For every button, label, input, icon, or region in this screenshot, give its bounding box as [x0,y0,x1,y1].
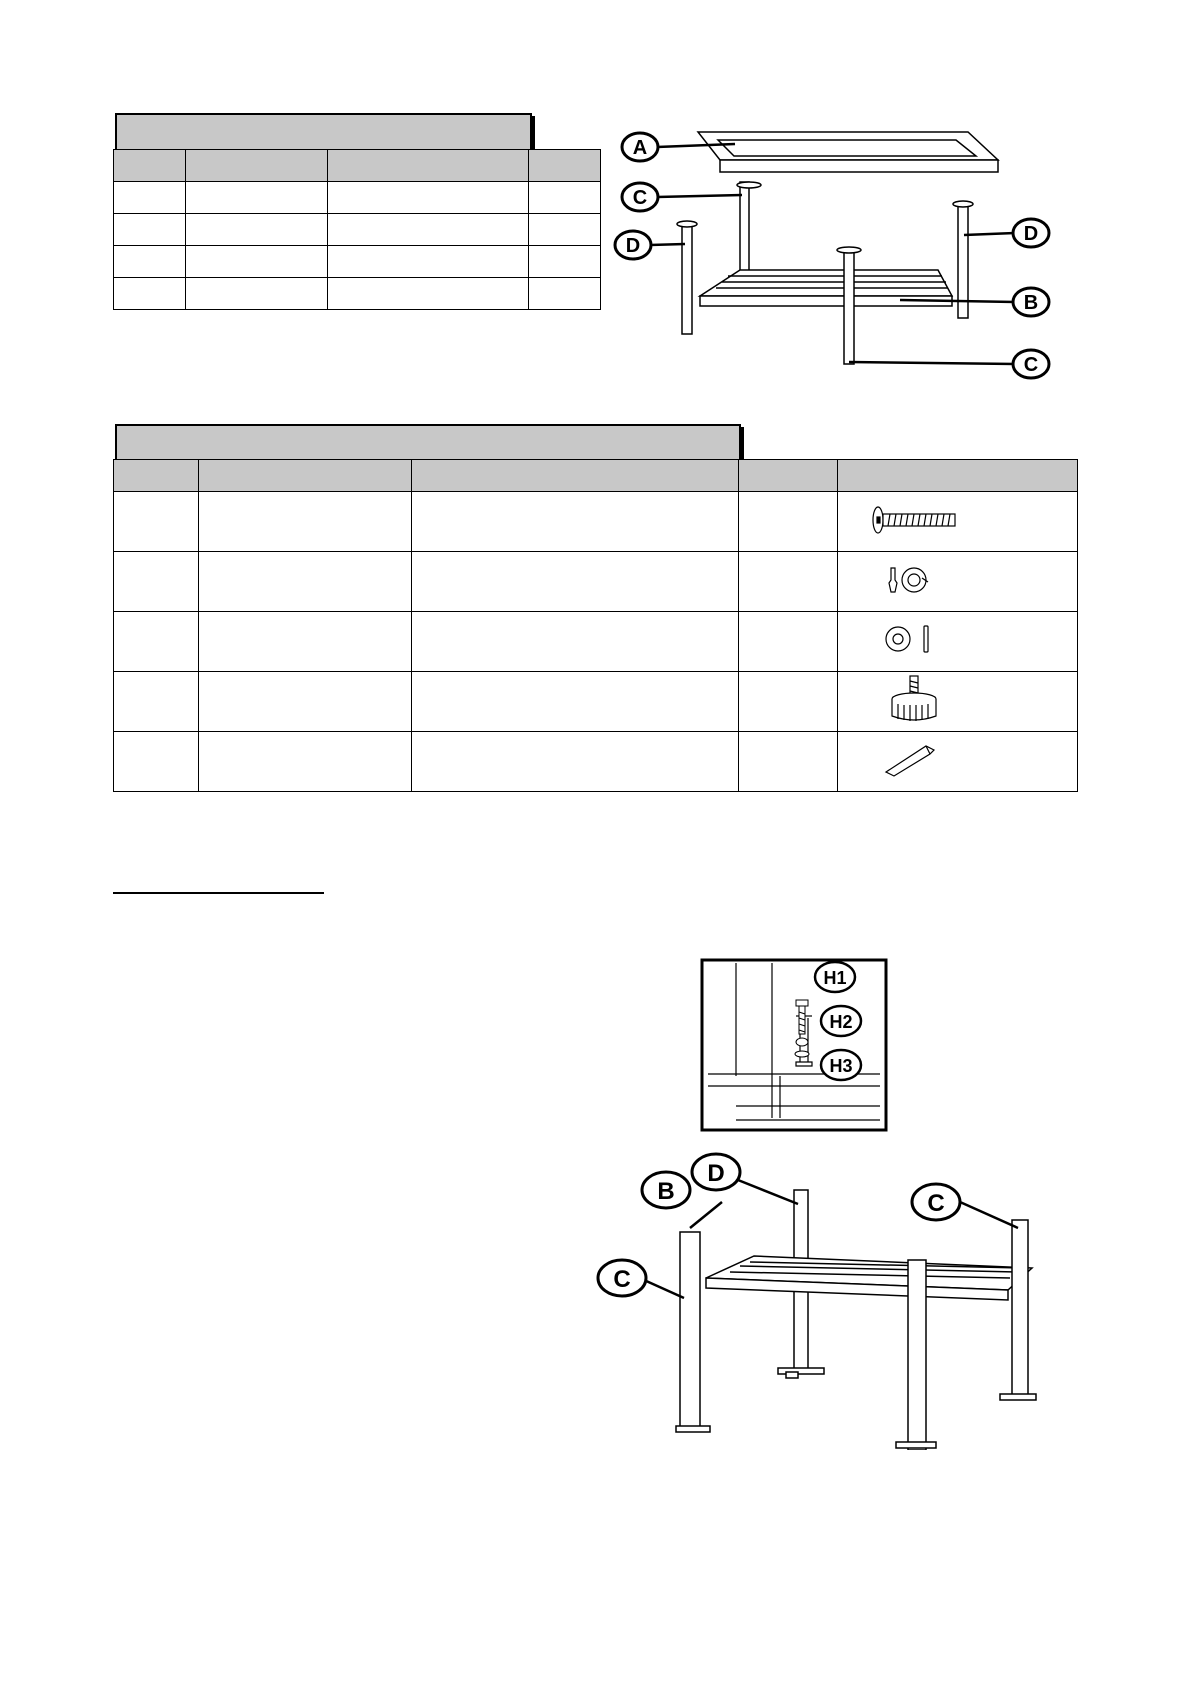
table-cell [114,552,199,612]
table-row [114,278,601,310]
table-cell [529,214,601,246]
callout-c [622,183,658,211]
adjustable-foot-icon [838,672,1078,727]
leg-back-right [1012,1220,1028,1398]
hardware-image-cell [838,732,1078,792]
bolt-icon [838,492,1078,547]
hardware-header-cell [739,460,838,492]
shelf-panel [700,270,952,296]
table-cell [412,672,739,732]
leg-front-left [680,1232,700,1428]
hardware-header-cell [412,460,739,492]
table-cell [186,278,328,310]
callout-label: C [1023,354,1039,376]
table-cell [186,214,328,246]
hardware-header-cell [199,460,412,492]
flat-washer-icon [838,612,1078,667]
callout-h1: H1 [823,968,847,988]
spring-washer-icon [838,552,1078,607]
table-row [114,246,601,278]
callout-d: D [707,1160,725,1187]
parts-header-cell [114,150,186,182]
table-row [114,492,1078,552]
table-cell [412,492,739,552]
callout-c: C [613,1266,631,1293]
hardware-table [113,459,1078,792]
table-cell [739,732,838,792]
table-cell [328,278,529,310]
table-cell [199,492,412,552]
table-cell [739,492,838,552]
table-cell [114,612,199,672]
hardware-detail-inset [700,958,890,1134]
table-cell [114,182,186,214]
table-cell [328,214,529,246]
table-cell [199,732,412,792]
hardware-image-cell [838,492,1078,552]
callout-label: C [632,187,648,209]
table-cell [529,246,601,278]
callout-h2: H2 [829,1012,853,1032]
parts-header-cell [186,150,328,182]
callout-label: A [632,137,648,159]
hardware-image-cell [838,612,1078,672]
table-top-edge [720,160,998,172]
leg-front-right [908,1260,926,1450]
hardware-image-cell [838,672,1078,732]
callout-label: D [1023,223,1039,245]
foot-plate [837,247,861,253]
callout-d [1013,219,1049,247]
step-heading-underline [113,892,324,894]
table-cell [186,182,328,214]
table-row [114,732,1078,792]
callout-d [615,231,651,259]
table-cell [114,246,186,278]
table-cell [529,182,601,214]
allen-key-icon [838,732,1078,787]
callout-h3: H3 [829,1056,853,1076]
table-cell [412,612,739,672]
table-cell [739,672,838,732]
table-cell [529,278,601,310]
table-cell [199,552,412,612]
parts-header-cell [529,150,601,182]
table-cell [739,612,838,672]
table-cell [412,552,739,612]
table-cell [199,672,412,732]
hardware-header-cell [838,460,1078,492]
table-cell [199,612,412,672]
parts-list-banner [115,113,532,151]
table-cell [114,214,186,246]
table-row [114,214,601,246]
table-cell [328,246,529,278]
callout-label: B [1023,292,1039,314]
foot-plate [953,201,973,207]
hardware-header-row [114,460,1078,492]
table-row [114,672,1078,732]
table-cell [114,672,199,732]
foot-plate [737,182,761,188]
table-cell [412,732,739,792]
foot-plate [677,221,697,227]
table-cell [739,552,838,612]
callout-b [1013,288,1049,316]
callout-c [1013,350,1049,378]
table-row [114,552,1078,612]
table-row [114,612,1078,672]
table-cell [114,732,199,792]
parts-header-cell [328,150,529,182]
table-cell [186,246,328,278]
table-cell [114,278,186,310]
table-cell [328,182,529,214]
callout-label: D [625,235,641,257]
assembly-illustration [590,1150,1080,1450]
callout-b: B [657,1178,675,1205]
hardware-image-cell [838,552,1078,612]
table-row [114,182,601,214]
parts-table [113,149,601,310]
leg-d-left [682,222,692,334]
exploded-view-illustration [600,110,1080,382]
parts-header-row [114,150,601,182]
table-cell [114,492,199,552]
callout-a [622,133,658,161]
callout-c: C [927,1190,945,1217]
leg-c-back-left [740,182,749,278]
hardware-header-cell [114,460,199,492]
hardware-list-banner [115,424,741,462]
leg-c-front [844,248,854,364]
